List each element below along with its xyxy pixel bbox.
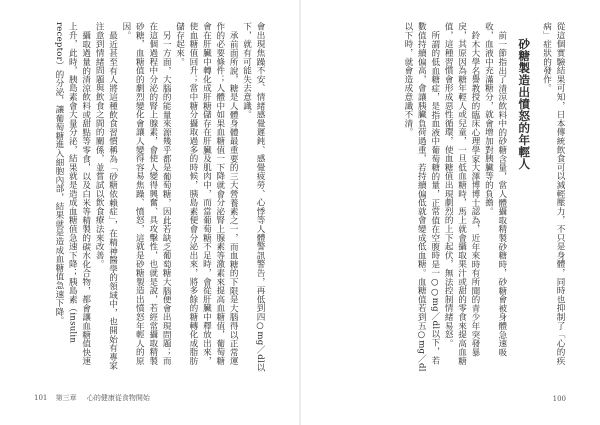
- page-number: 101: [34, 394, 48, 402]
- right-page-footer: [553, 395, 566, 403]
- section-heading: 砂糖製造出憤怒的年輕人: [517, 38, 532, 170]
- left-page-text: [34, 22, 266, 372]
- page-number: 100: [552, 395, 566, 403]
- paragraph: 鈴木大學名譽教授的臨床心理學家大澤博博士認為，近年來時有所聞的青少年突發暴戾，其原因為糖年輕人或兒童，一旦低血糖時，馬上就會攝取果汁或甜的零食來提高血糖值，這種習慣會形成惡性循環，使血糖值出現劇烈的上下起伏，無法控制情緒易怒。: [443, 22, 480, 366]
- paragraph: 最近甚至有人將這種飲食習慣稱為「砂糖依賴症」，在精神醫學的領域中，也開始有專家注意到情緒問題與飲食之間的關係，並嘗試以飲食療法來改善。: [94, 22, 118, 370]
- left-page-footer: [34, 393, 150, 403]
- paragraph: 另一方面，大腦的能量來源幾乎都是葡萄糖，因此若缺乏葡萄糖大腦便會出現問題；而在這個過程中分泌的腎上腺素，會使人變得興奮、具攻擊性，也就是說，若經常攝取精製砂糖，血糖值的劇烈變化會讓人變得容易焦躁、憤怒，這就是砂糖製造出憤怒年輕人的原因。: [120, 22, 172, 366]
- paragraph: 會出現焦躁不安、情緒感覺遲鈍、感覺疲勞、心悸等人體警訊警告，再低到四○mg／dl以下，就有可能失去意識。: [241, 22, 265, 372]
- paragraph: 攝取過量的清涼飲料或甜點等零食，以及白米等精製的碳水化合物，都會讓血糖值快速上升，此時，胰島素會大量分泌，結果就是造成血糖值急速下降；胰島素（insulin receptor）的分泌，讓葡萄糖進入細胞內部，結果就是造成血糖值急速下降。: [53, 22, 91, 365]
- paragraph: 前一節指出了清涼飲料中的砂糖含量，當人體攝取精製砂糖時，砂糖會被身體急速吸收，血液中充滿糖分，就會增加對胰臟等的負擔。: [483, 22, 507, 357]
- chapter-title: 心的健康從食物開始: [86, 394, 150, 402]
- chapter-label: 第三章: [55, 394, 77, 402]
- paragraph: 承前面所說，糖是人體身體最重要的三大營養素之一，而血糖的下限是大腦得以正常運作的必要條件；人體中如果血糖值一下降就會分泌腎上腺素等激素來提高血糖值，葡萄糖會在肝臟中轉化成肝糖儲存在肝臟及肌肉中，而當葡萄糖不足時，會從肝臟中釋放出來，使血糖值回升；當中糖分攝取過多的時候，胰島素便會分泌出來，將多餘的糖轉化成脂肪儲存起來。: [174, 22, 239, 366]
- right-page-text: [318, 22, 566, 372]
- paragraph: 從這個實驗結果可知，日本傳統飲食可以減輕壓力，不只是身體，同時也抑制了「心的疾病」症狀的發作。: [541, 22, 565, 366]
- paragraph: 所謂的低血糖症，是指血液中葡萄糖的量，正常值在空腹時是一○○mg／dl以下，若數值持續偏高，會讓胰臟負荷過重，若持續偏低就會變成低血糖。血糖值若到五○mg／dl以下時，就會造成意識不清。: [402, 22, 440, 372]
- page-gutter: [299, 0, 301, 425]
